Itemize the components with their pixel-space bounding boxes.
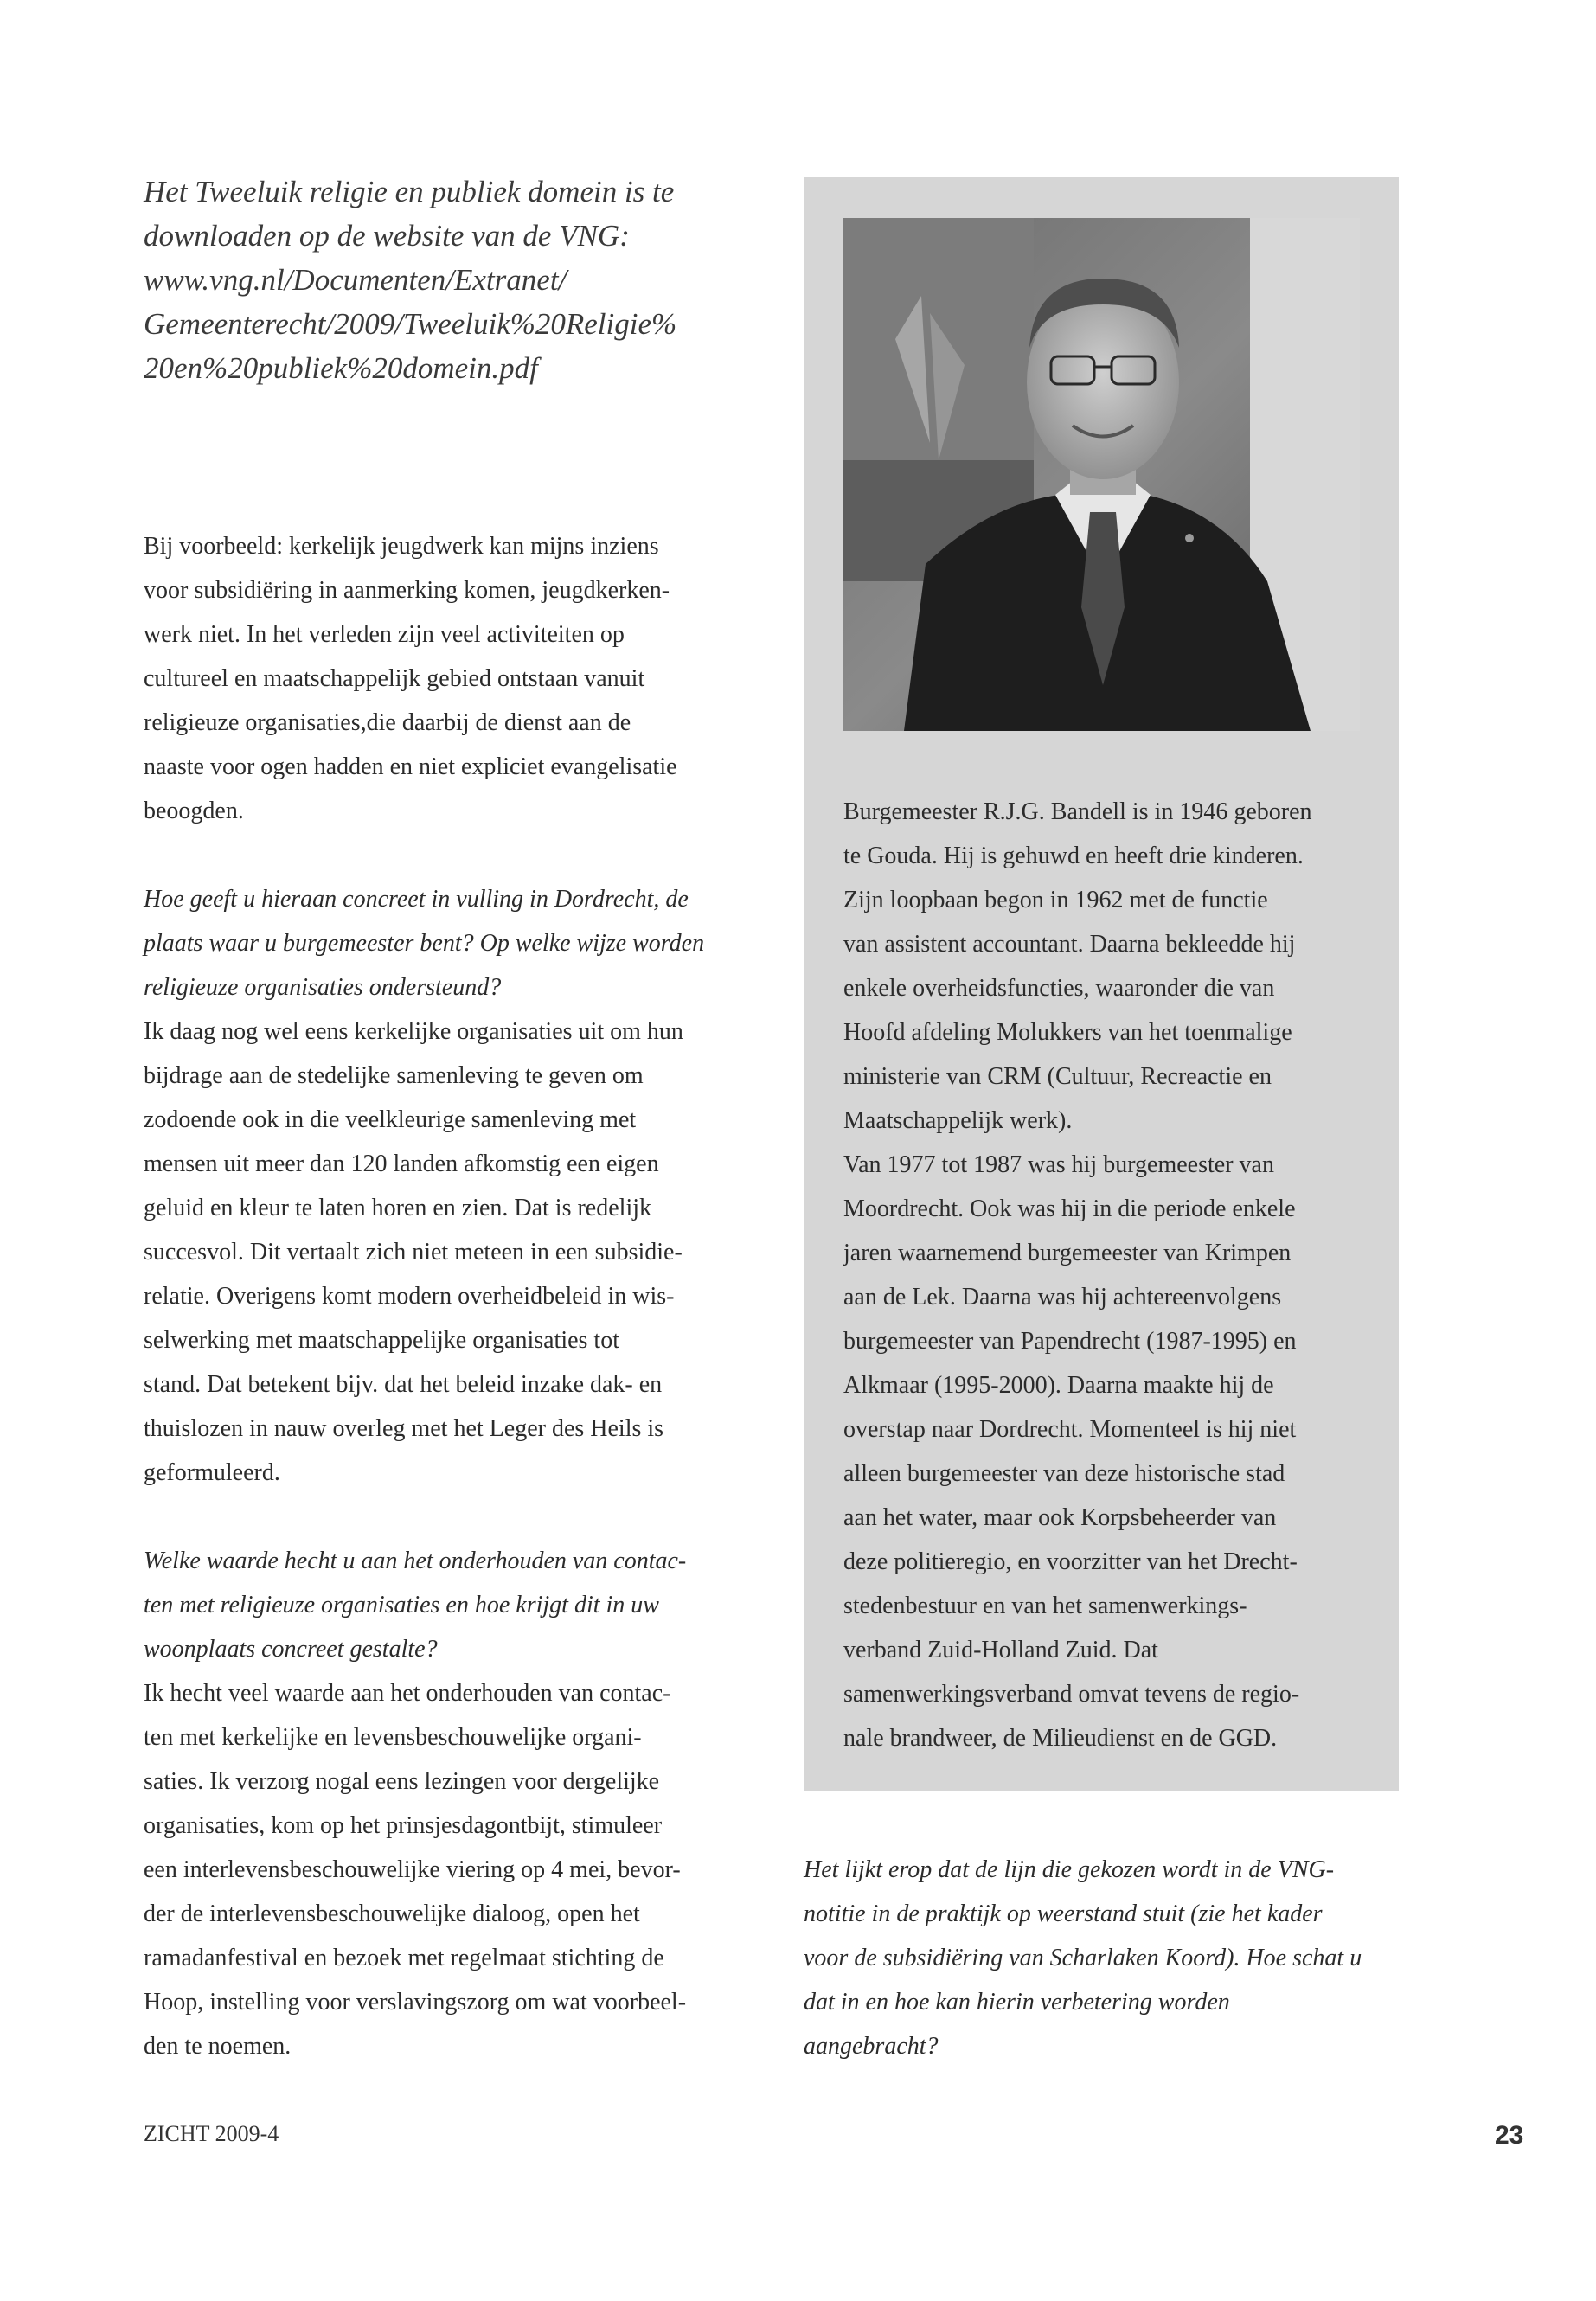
text-line: relatie. Overigens komt modern overheidbeleid in wis-: [144, 1283, 675, 1310]
text-line: Maatschappelijk werk).: [843, 1107, 1073, 1134]
interview-question: [144, 877, 749, 1009]
text-line: Ik daag nog wel eens kerkelijke organisaties uit om hun: [144, 1018, 683, 1045]
text-line: ministerie van CRM (Cultuur, Recreactie en: [843, 1063, 1272, 1090]
right-column-question: [804, 1848, 1401, 2068]
text-line: Alkmaar (1995-2000). Daarna maakte hij de: [843, 1372, 1274, 1399]
text-line: zodoende ook in die veelkleurige samenleving met: [144, 1106, 637, 1133]
interview-question: [804, 1848, 1401, 2068]
text-line: religieuze organisaties ondersteund?: [144, 974, 502, 1001]
text-line: succesvol. Dit vertaalt zich niet meteen in een subsidie-: [144, 1239, 683, 1266]
text-line: jaren waarnemend burgemeester van Krimpen: [843, 1240, 1292, 1266]
text-line: Welke waarde hecht u aan het onderhouden van contac-: [144, 1548, 687, 1574]
text-line: Burgemeester R.J.G. Bandell is in 1946 geboren: [843, 798, 1312, 825]
text-line: thuislozen in nauw overleg met het Leger des Heils is: [144, 1415, 664, 1442]
text-line: stand. Dat betekent bijv. dat het beleid inzake dak- en: [144, 1371, 663, 1398]
paragraph: [144, 1009, 749, 1495]
paragraph: [843, 1143, 1380, 1760]
text-line: samenwerkingsverband omvat tevens de regio-: [843, 1681, 1300, 1708]
text-line: selwerking met maatschappelijke organisaties tot: [144, 1327, 619, 1354]
publication-footer: ZICHT 2009-4: [144, 2121, 279, 2146]
text-line: ten met kerkelijke en levensbeschouwelijke organi-: [144, 1724, 642, 1751]
paragraph: [144, 524, 749, 833]
paragraph: [843, 790, 1380, 1143]
page-number: 23: [1495, 2121, 1524, 2150]
intro-note: [144, 170, 766, 390]
text-line: te Gouda. Hij is gehuwd en heeft drie kinderen.: [843, 843, 1304, 869]
text-line: der de interlevensbeschouwelijke dialoog, open het: [144, 1900, 640, 1927]
text-line: werk niet. In het verleden zijn veel activiteiten op: [144, 621, 625, 648]
text-line: stedenbestuur en van het samenwerkings-: [843, 1593, 1247, 1619]
intro-line: Het Tweeluik religie en publiek domein is te: [144, 175, 675, 208]
text-line: plaats waar u burgemeester bent? Op welke wijze worden: [144, 930, 705, 957]
intro-line: www.vng.nl/Documenten/Extranet/: [144, 263, 567, 297]
bio-text: [843, 790, 1380, 1760]
text-line: aan het water, maar ook Korpsbeheerder van: [843, 1504, 1277, 1531]
intro-line: 20en%20publiek%20domein.pdf: [144, 351, 538, 385]
text-line: saties. Ik verzorg nogal eens lezingen voor dergelijke: [144, 1768, 660, 1795]
text-line: Ik hecht veel waarde aan het onderhouden van contac-: [144, 1680, 671, 1707]
text-line: religieuze organisaties,die daarbij de dienst aan de: [144, 709, 631, 736]
text-line: geluid en kleur te laten horen en zien. Dat is redelijk: [144, 1195, 652, 1221]
text-line: ten met religieuze organisaties en hoe krijgt dit in uw: [144, 1592, 659, 1618]
text-line: ramadanfestival en bezoek met regelmaat stichting de: [144, 1945, 664, 1971]
text-line: beoogden.: [144, 798, 244, 824]
intro-line: downloaden op de website van de VNG:: [144, 219, 630, 253]
text-line: deze politieregio, en voorzitter van het Drecht-: [843, 1548, 1298, 1575]
text-line: voor subsidiëring in aanmerking komen, jeugdkerken-: [144, 577, 670, 604]
portrait-illustration: [843, 218, 1360, 731]
text-line: alleen burgemeester van deze historische stad: [843, 1460, 1285, 1487]
text-line: Hoe geeft u hieraan concreet in vulling in Dordrecht, de: [144, 886, 689, 913]
text-line: geformuleerd.: [144, 1459, 280, 1486]
portrait-photo: [843, 218, 1360, 731]
text-line: aan de Lek. Daarna was hij achtereenvolgens: [843, 1284, 1282, 1311]
text-line: nale brandweer, de Milieudienst en de GGD.: [843, 1725, 1278, 1752]
text-line: dat in en hoe kan hierin verbetering worden: [804, 1989, 1230, 2016]
text-line: bijdrage aan de stedelijke samenleving te geven om: [144, 1062, 644, 1089]
text-line: Zijn loopbaan begon in 1962 met de functie: [843, 887, 1268, 913]
paragraph: [144, 1671, 749, 2068]
text-line: cultureel en maatschappelijk gebied ontstaan vanuit: [144, 665, 645, 692]
text-line: overstap naar Dordrecht. Momenteel is hij niet: [843, 1416, 1297, 1443]
text-line: organisaties, kom op het prinsjesdagontbijt, stimuleer: [144, 1812, 663, 1839]
text-line: mensen uit meer dan 120 landen afkomstig een eigen: [144, 1150, 659, 1177]
text-line: Van 1977 tot 1987 was hij burgemeester van: [843, 1151, 1274, 1178]
text-line: verband Zuid-Holland Zuid. Dat: [843, 1637, 1158, 1663]
text-line: woonplaats concreet gestalte?: [144, 1636, 438, 1663]
text-line: aangebracht?: [804, 2033, 939, 2060]
interview-question: [144, 1539, 749, 1671]
text-line: enkele overheidsfuncties, waaronder die van: [843, 975, 1275, 1002]
left-column: [144, 524, 749, 2068]
text-line: van assistent accountant. Daarna bekleedde hij: [843, 931, 1296, 958]
text-line: notitie in de praktijk op weerstand stuit (zie het kader: [804, 1900, 1323, 1927]
intro-line: Gemeenterecht/2009/Tweeluik%20Religie%: [144, 307, 677, 341]
text-line: een interlevensbeschouwelijke viering op 4 mei, bevor-: [144, 1856, 681, 1883]
text-line: Bij voorbeeld: kerkelijk jeugdwerk kan mijns inziens: [144, 533, 659, 560]
text-line: Hoop, instelling voor verslavingszorg om wat voorbeel-: [144, 1989, 687, 2016]
text-line: Moordrecht. Ook was hij in die periode enkele: [843, 1195, 1296, 1222]
text-line: den te noemen.: [144, 2033, 292, 2060]
text-line: Het lijkt erop dat de lijn die gekozen wordt in de VNG-: [804, 1856, 1335, 1883]
text-line: naaste voor ogen hadden en niet expliciet evangelisatie: [144, 753, 677, 780]
text-line: burgemeester van Papendrecht (1987-1995) en: [843, 1328, 1297, 1355]
text-line: Hoofd afdeling Molukkers van het toenmalige: [843, 1019, 1292, 1046]
text-line: voor de subsidiëring van Scharlaken Koord). Hoe schat u: [804, 1945, 1362, 1971]
